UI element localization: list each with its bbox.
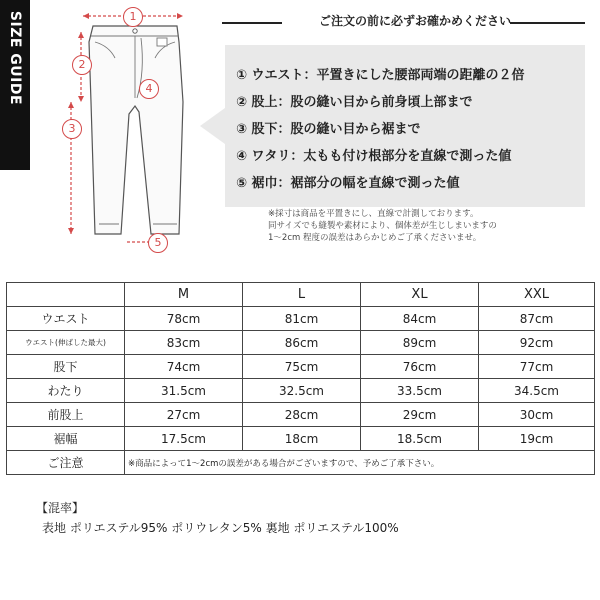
row-label-hem: 裾幅	[7, 427, 125, 451]
marker-front-rise: 2	[72, 55, 92, 75]
size-guide-tab	[0, 0, 30, 170]
table-row	[7, 307, 595, 331]
table-row	[7, 427, 595, 451]
table-row	[7, 355, 595, 379]
table-cell: 89cm	[361, 331, 479, 355]
table-cell: 76cm	[361, 355, 479, 379]
definition-waist: ① ウエスト：平置きにした腰部両端の距離の２倍	[236, 68, 525, 83]
table-cell: 18cm	[243, 427, 361, 451]
definition-hem: ⑤ 裾巾：裾部分の幅を直線で測った値	[236, 176, 460, 191]
table-cell: 19cm	[479, 427, 595, 451]
row-label-inseam: 股下	[7, 355, 125, 379]
notice-pointer	[200, 108, 225, 144]
fine-print-line: 1～2cm 程度の誤差はあらかじめご了承くださいませ。	[268, 233, 482, 243]
table-cell: 77cm	[479, 355, 595, 379]
table-note-row	[7, 451, 595, 475]
marker-thigh: 4	[139, 79, 159, 99]
marker-waist: 1	[123, 7, 143, 27]
notice-title: ご注文の前に必ずお確かめください	[318, 14, 511, 28]
size-header-xxl: XXL	[479, 283, 595, 307]
table-cell: 31.5cm	[125, 379, 243, 403]
table-cell: 81cm	[243, 307, 361, 331]
table-cell: 78cm	[125, 307, 243, 331]
definition-front-rise: ② 股上：股の縫い目から前身頃上部まで	[236, 95, 473, 110]
table-cell: 74cm	[125, 355, 243, 379]
size-header-row	[7, 283, 595, 307]
table-cell: 86cm	[243, 331, 361, 355]
table-cell: 18.5cm	[361, 427, 479, 451]
table-cell: 34.5cm	[479, 379, 595, 403]
table-cell: 92cm	[479, 331, 595, 355]
pants-measurement-diagram	[55, 2, 215, 257]
corner-cell	[7, 283, 125, 307]
marker-inseam: 3	[62, 119, 82, 139]
definition-inseam: ③ 股下：股の縫い目から裾まで	[236, 122, 421, 137]
row-label-waist: ウエスト	[7, 307, 125, 331]
row-label-thigh: わたり	[7, 379, 125, 403]
table-cell: 87cm	[479, 307, 595, 331]
material-heading: 【混率】	[36, 501, 85, 515]
table-row	[7, 403, 595, 427]
table-cell: 75cm	[243, 355, 361, 379]
table-cell: 17.5cm	[125, 427, 243, 451]
table-cell: 84cm	[361, 307, 479, 331]
table-row	[7, 379, 595, 403]
table-row	[7, 331, 595, 355]
size-header-m: M	[125, 283, 243, 307]
row-label-caution: ご注意	[7, 451, 125, 475]
size-table	[6, 282, 595, 475]
fine-print-line: ※採寸は商品を平置きにし、直線で計測しております。	[268, 209, 479, 219]
size-header-xl: XL	[361, 283, 479, 307]
measurement-fine-print	[268, 208, 598, 244]
marker-hem: 5	[148, 233, 168, 253]
row-label-front-rise: 前股上	[7, 403, 125, 427]
definition-thigh: ④ ワタリ：太もも付け根部分を直線で測った値	[236, 149, 512, 164]
table-cell: 28cm	[243, 403, 361, 427]
table-cell: 30cm	[479, 403, 595, 427]
size-header-l: L	[243, 283, 361, 307]
table-cell: 32.5cm	[243, 379, 361, 403]
measurement-definitions	[236, 62, 525, 197]
caution-note: ※商品によって1～2cmの誤差がある場合がございますので、予めご了承下さい。	[125, 451, 595, 475]
table-cell: 83cm	[125, 331, 243, 355]
size-guide-label: SIZE GUIDE	[7, 10, 23, 106]
row-label-waist-stretched: ウエスト(伸ばした最大)	[7, 331, 125, 355]
fine-print-line: 同サイズでも縫製や素材により、個体差が生じしまいますの	[268, 221, 497, 231]
material-composition: 表地 ポリエステル95% ポリウレタン5% 裏地 ポリエステル100%	[42, 521, 399, 535]
table-cell: 33.5cm	[361, 379, 479, 403]
table-cell: 29cm	[361, 403, 479, 427]
table-cell: 27cm	[125, 403, 243, 427]
